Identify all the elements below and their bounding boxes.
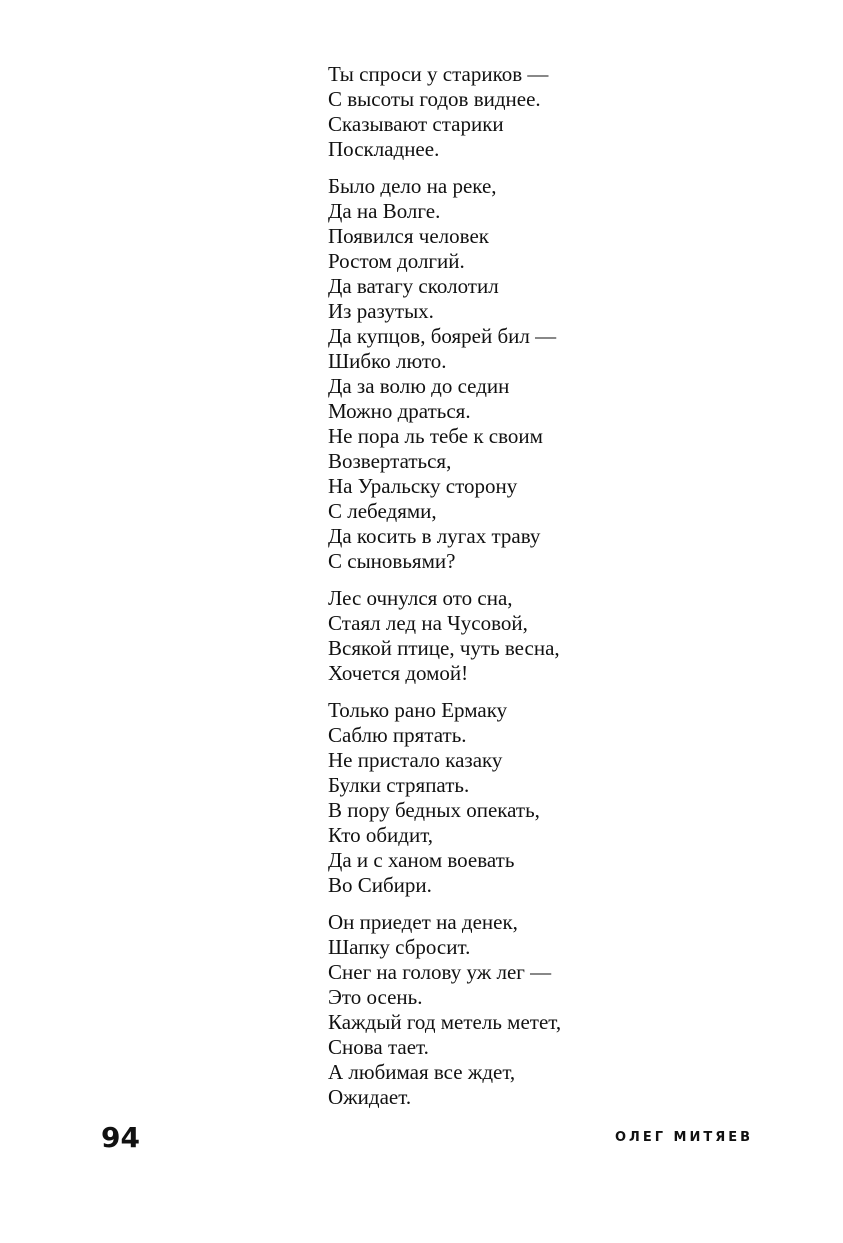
page-footer — [0, 1120, 843, 1160]
poem-line: Это осень. — [328, 985, 423, 1009]
poem-line: Снова тает. — [328, 1035, 429, 1059]
poem-line: Было дело на реке, — [328, 174, 497, 198]
running-header-author: ОЛЕГ МИТЯЕВ — [614, 1130, 753, 1145]
poem-line: Кто обидит, — [328, 823, 434, 847]
poem-line: С высоты годов виднее. — [328, 87, 541, 111]
poem-line: А любимая все ждет, — [328, 1060, 516, 1084]
poem-line: С сыновьями? — [328, 549, 456, 573]
poem-line: Лес очнулся ото сна, — [328, 586, 513, 610]
poem-line: Можно драться. — [328, 399, 471, 423]
poem-line: Саблю прятать. — [328, 723, 467, 747]
poem-line: Появился человек — [328, 224, 489, 248]
poem-line: Да за волю до седин — [328, 374, 510, 398]
stanza — [328, 586, 748, 686]
stanza — [328, 174, 748, 574]
poem-line: Не пора ль тебе к своим — [328, 424, 543, 448]
poem-line: Он приедет на денек, — [328, 910, 518, 934]
poem-line: Да ватагу сколотил — [328, 274, 499, 298]
stanza — [328, 62, 748, 162]
poem-line: Хочется домой! — [328, 661, 469, 685]
poem-line: На Уральску сторону — [328, 474, 518, 498]
poem-line: Возвертаться, — [328, 449, 452, 473]
poem-line: Да косить в лугах траву — [328, 524, 541, 548]
poem-line: Снег на голову уж лег — — [328, 960, 552, 984]
poem-line: С лебедями, — [328, 499, 437, 523]
poem-line: Да на Волге. — [328, 199, 441, 223]
stanza — [328, 910, 748, 1110]
poem-line: Только рано Ермаку — [328, 698, 508, 722]
stanza — [328, 698, 748, 898]
poem-line: Не пристало казаку — [328, 748, 503, 772]
poem-line: Шапку сбросит. — [328, 935, 471, 959]
poem-line: Да и с ханом воевать — [328, 848, 515, 872]
poem-line: Во Сибири. — [328, 873, 432, 897]
page-number: 94 — [101, 1121, 140, 1154]
poem-line: Ростом долгий. — [328, 249, 465, 273]
poem-line: Из разутых. — [328, 299, 434, 323]
poem-line: Булки стряпать. — [328, 773, 470, 797]
poem-line: Шибко люто. — [328, 349, 447, 373]
poem-line: Поскладнее. — [328, 137, 440, 161]
poem-text — [328, 62, 748, 1122]
poem-line: Всякой птице, чуть весна, — [328, 636, 560, 660]
poem-line: Ожидает. — [328, 1085, 412, 1109]
poem-line: Каждый год метель метет, — [328, 1010, 562, 1034]
poem-line: Ты спроси у стариков — — [328, 62, 549, 86]
poem-line: Сказывают старики — [328, 112, 504, 136]
poem-line: В пору бедных опекать, — [328, 798, 540, 822]
poem-line: Да купцов, боярей бил — — [328, 324, 557, 348]
poem-line: Стаял лед на Чусовой, — [328, 611, 528, 635]
